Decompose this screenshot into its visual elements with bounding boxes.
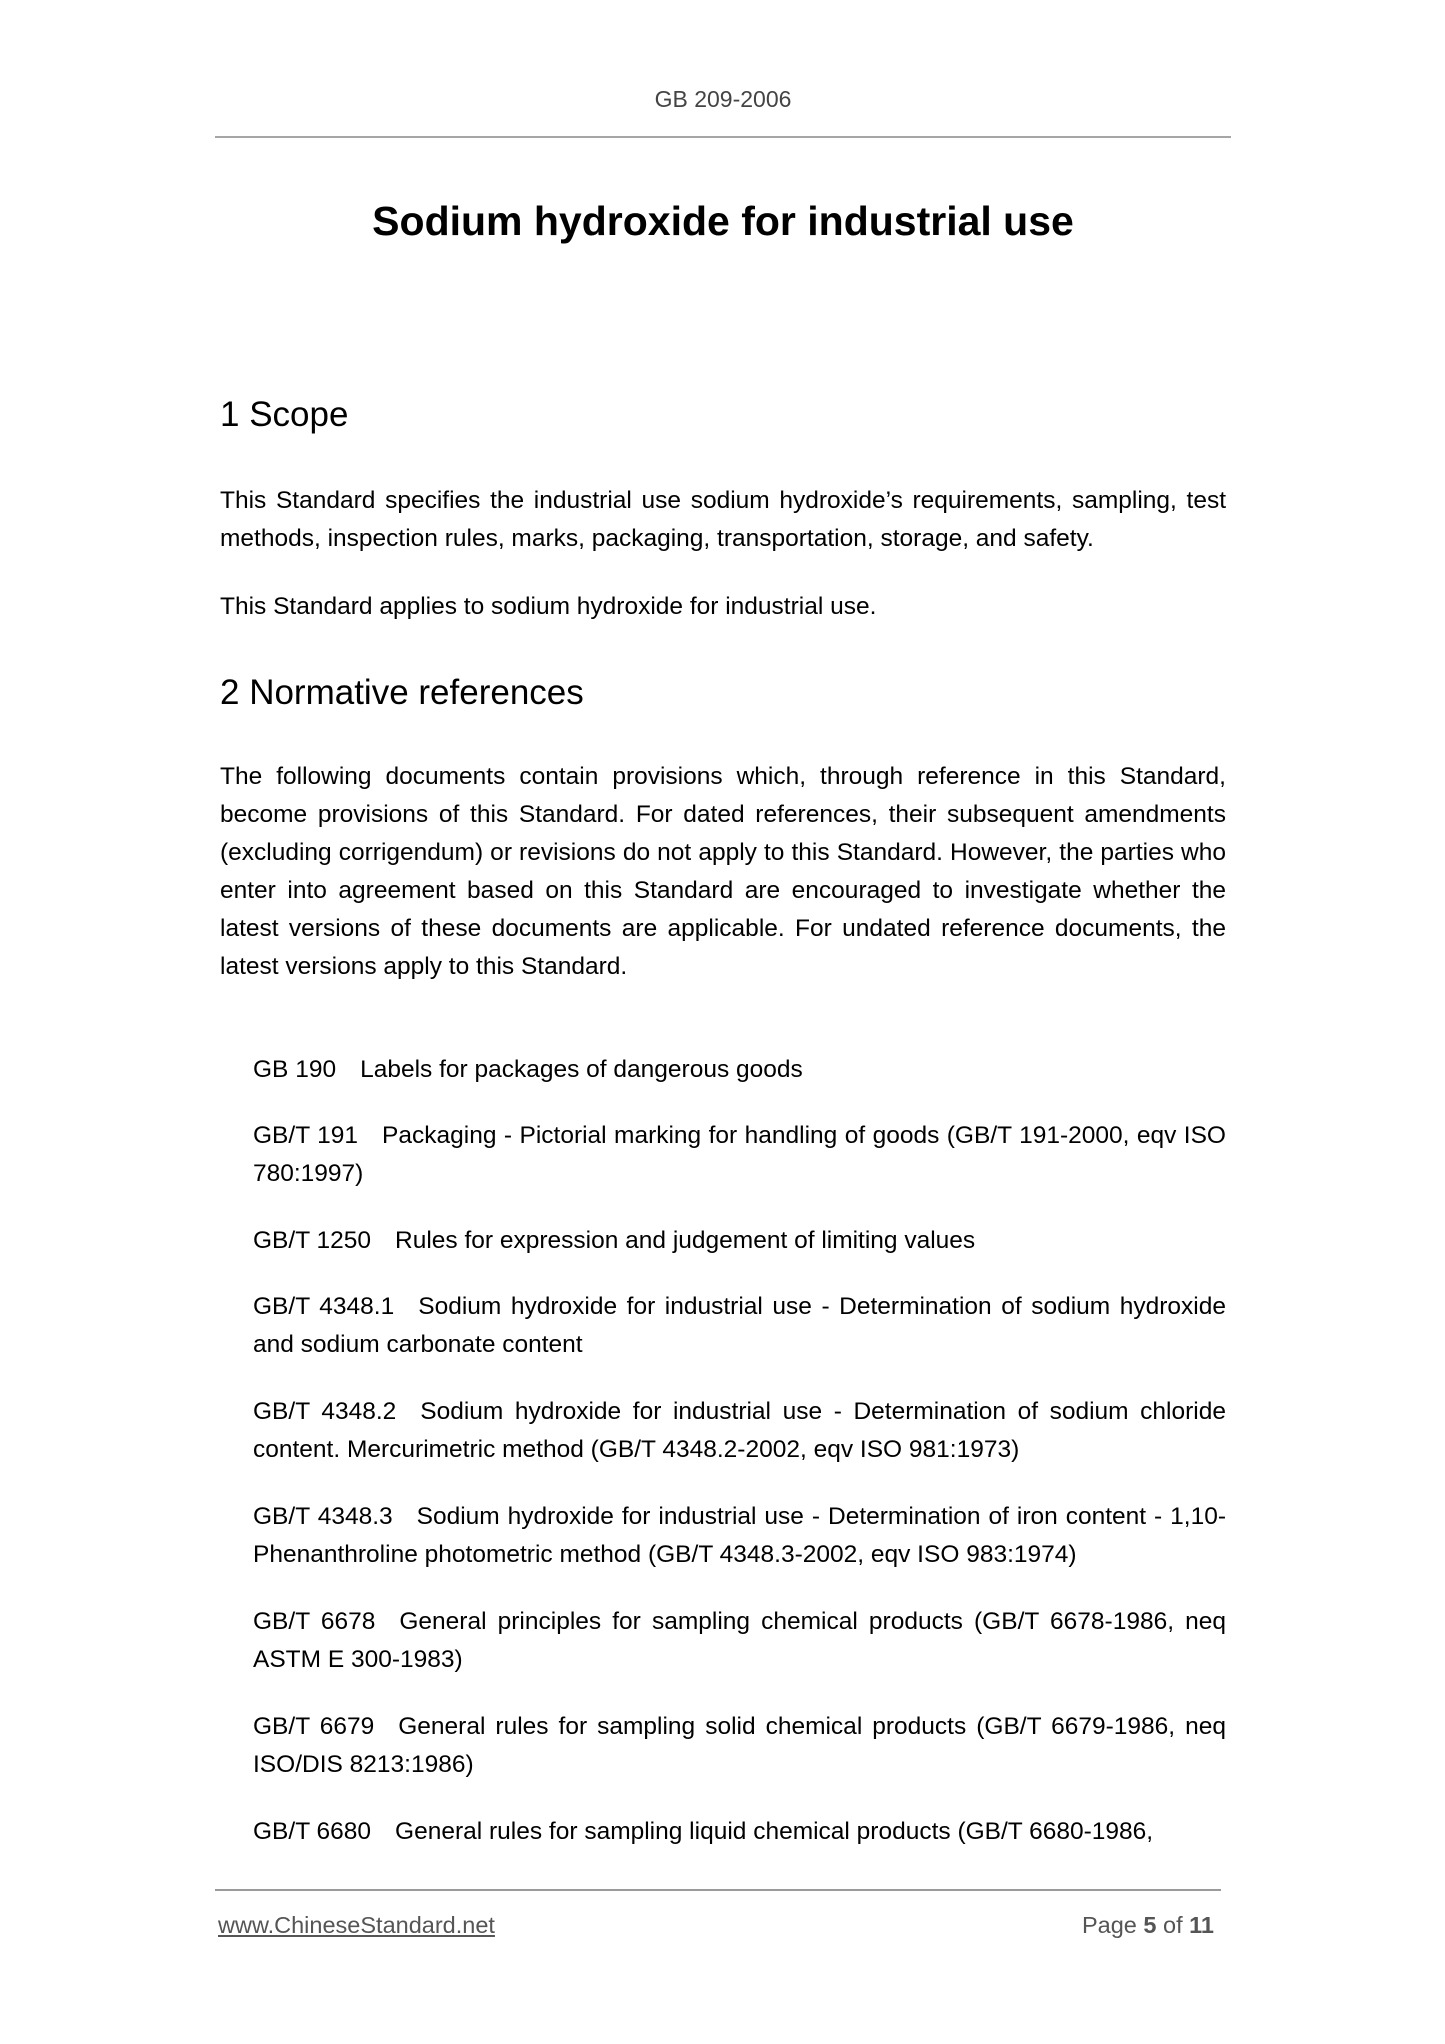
scope-paragraph-2: This Standard applies to sodium hydroxide for industrial use. [220, 593, 877, 620]
reference-title: Sodium hydroxide for industrial use - Determination of sodium chloride content. Mercurimetric method (GB/T 4348.2-2002, eqv ISO 981:1973) [253, 1398, 1226, 1463]
reference-item [253, 1708, 1226, 1784]
reference-title: Sodium hydroxide for industrial use - Determination of iron content - 1,10-Phenanthroline photometric method (GB/T 4348.3-2002, eqv ISO 983:1974) [253, 1503, 1226, 1568]
reference-title: Packaging - Pictorial marking for handling of goods (GB/T 191-2000, eqv ISO 780:1997) [253, 1122, 1226, 1187]
reference-code: GB/T 191 [253, 1122, 359, 1149]
reference-item [253, 1051, 1226, 1089]
reference-item [253, 1393, 1226, 1469]
header-divider [215, 136, 1231, 138]
page-prefix: Page [1081, 1912, 1137, 1938]
reference-title: Sodium hydroxide for industrial use - Determination of sodium hydroxide and sodium carbonate content [253, 1293, 1226, 1358]
page-of: of [1163, 1912, 1183, 1938]
reference-code: GB/T 4348.1 [253, 1293, 395, 1320]
reference-code: GB/T 6680 [253, 1818, 372, 1845]
running-header: GB 209-2006 [654, 86, 792, 112]
reference-code: GB/T 6678 [253, 1608, 376, 1635]
page-total: 11 [1189, 1912, 1214, 1938]
reference-item [253, 1288, 1226, 1364]
website-link[interactable]: www.ChineseStandard.net [218, 1912, 495, 1938]
reference-title: Labels for packages of dangerous goods [360, 1056, 803, 1083]
page-indicator [1082, 1910, 1214, 1940]
reference-code: GB/T 4348.3 [253, 1503, 393, 1530]
reference-title: General rules for sampling liquid chemical products (GB/T 6680-1986, [395, 1818, 1154, 1845]
reference-code: GB 190 [253, 1056, 337, 1083]
footer-divider [215, 1889, 1221, 1891]
reference-code: GB/T 4348.2 [253, 1398, 397, 1425]
reference-item [253, 1603, 1226, 1679]
section-heading-normative-references: 2 Normative references [220, 673, 584, 712]
scope-paragraph-1: This Standard specifies the industrial use sodium hydroxide’s requirements, sampling, test methods, inspection rules, marks, packaging, transportation, storage, and safety. [220, 487, 1226, 552]
reference-item [253, 1117, 1226, 1193]
reference-item [253, 1222, 1226, 1260]
reference-code: GB/T 1250 [253, 1227, 372, 1254]
reference-item [253, 1498, 1226, 1574]
reference-title: Rules for expression and judgement of limiting values [395, 1227, 976, 1254]
reference-item [253, 1813, 1226, 1851]
normative-references-intro: The following documents contain provisions which, through reference in this Standard, become provisions of this Standard. For dated references, their subsequent amendments (excluding corrigendum) or revisions do not apply to this Standard. However, the parties who enter into agreement based on this Standard are encouraged to investigate whether the latest versions of these documents are applicable. For undated reference documents, the latest versions apply to this Standard. [220, 763, 1226, 980]
reference-code: GB/T 6679 [253, 1713, 375, 1740]
reference-title: General principles for sampling chemical products (GB/T 6678-1986, neq ASTM E 300-1983) [253, 1608, 1226, 1673]
document-title: Sodium hydroxide for industrial use [372, 198, 1074, 244]
page-current: 5 [1143, 1912, 1157, 1938]
section-heading-scope: 1 Scope [220, 395, 349, 434]
reference-title: General rules for sampling solid chemical products (GB/T 6679-1986, neq ISO/DIS 8213:1986) [253, 1713, 1226, 1778]
